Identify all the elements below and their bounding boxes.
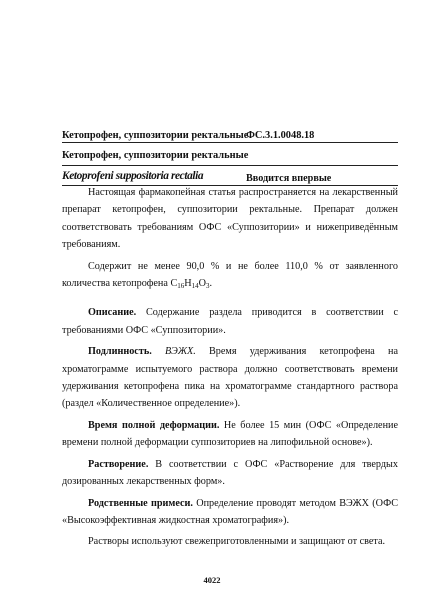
formula-c-subscript: 16	[177, 282, 185, 291]
description-label: Описание.	[88, 307, 137, 319]
latin-title: Ketoprofeni suppositoria rectalia	[62, 170, 204, 182]
monograph-body	[62, 184, 398, 555]
identity-method: ВЭЖХ.	[151, 346, 196, 358]
solutions-paragraph: Растворы используют свежеприготовленными и защищают от света.	[88, 536, 386, 548]
dissolution-paragraph: Растворение. В соответствии с ОФС «Растворение для твердых дозированных лекарственных форм».	[62, 458, 398, 488]
content-paragraph: Содержит не менее 90,0 % и не более 110,0 % от заявленного количества кетопрофена $C_{16}H_{14}O_3$.	[62, 260, 398, 291]
russian-subtitle: Кетопрофен, суппозитории ректальные	[62, 150, 249, 161]
identity-paragraph: Подлинность. ВЭЖХ. Время удерживания кетопрофена на хроматограмме испытуемого раствора должно соответствовать времени удерживания кетопрофена пика на хроматограмме стандартного раствора (раздел «Количественное определение»).	[62, 346, 398, 410]
monograph-header	[62, 128, 398, 185]
monograph-code: ФС.3.1.0048.18	[246, 130, 315, 141]
header-row-title	[62, 128, 398, 143]
scope-paragraph: Настоящая фармакопейная статья распространяется на лекарственный препарат кетопрофен, суппозитории ректальные. Препарат должен соответствовать требованиям ОФС «Суппозитории» и нижеприведённым требованиям.	[62, 187, 398, 251]
deformation-paragraph: Время полной деформации. Не более 15 мин (ОФС «Определение времени полной деформации суппозиториев на липофильной основе»).	[62, 419, 398, 449]
description-paragraph: Описание. Содержание раздела приводится в соответствии с требованиями ОФС «Суппозитории».	[62, 307, 398, 336]
formula-h-subscript: 14	[191, 282, 199, 291]
related-impurities-paragraph: Родственные примеси. Определение проводят методом ВЭЖХ (ОФС «Высокоэффективная жидкостная хроматография»).	[62, 497, 398, 526]
related-impurities-label: Родственные примеси.	[88, 497, 193, 509]
deformation-label: Время полной деформации.	[88, 419, 220, 431]
header-row-latin	[62, 168, 398, 185]
identity-label: Подлинность.	[88, 346, 152, 358]
russian-title: Кетопрофен, суппозитории ректальные	[62, 130, 249, 141]
page-number: 4022	[203, 575, 221, 585]
header-row-subtitle	[62, 148, 398, 163]
introduced-note: Вводится впервые	[246, 173, 332, 184]
formula-o-subscript: 3	[205, 282, 210, 291]
dissolution-label: Растворение.	[88, 458, 149, 470]
